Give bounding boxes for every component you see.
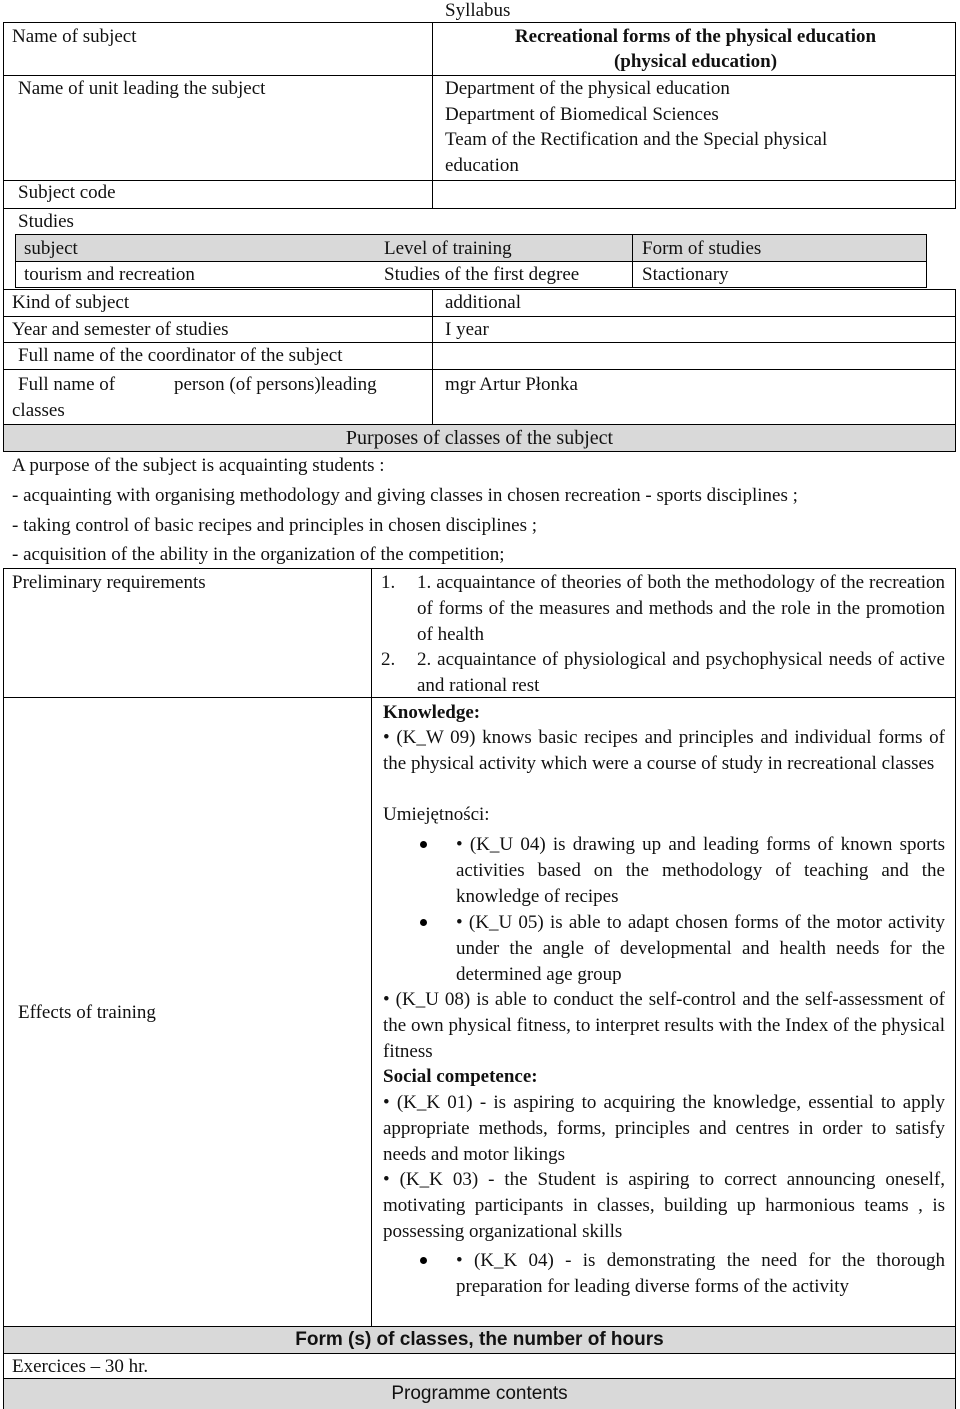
kind-label: Kind of subject <box>12 292 130 313</box>
preliminary-item: 2. acquaintance of physiological and psychophysical needs of active and rational rest <box>417 649 945 696</box>
table-border <box>955 424 956 452</box>
preliminary-item: 1. acquaintance of theories of both the methodology of the recreation of forms of the measures and methods and the role in the promotion of health <box>417 572 945 645</box>
year-label: Year and semester of studies <box>12 319 229 340</box>
social-item: • (K_K 03) - the Student is aspiring to correct announcing oneself, motivating participants in classes, building up harmonious teams , is possessing organizational skills <box>383 1169 945 1242</box>
unit-line: Team of the Rectification and the Special physical <box>445 129 828 150</box>
table-border <box>3 1378 956 1379</box>
table-border <box>3 180 956 181</box>
skills-heading: Umiejętności: <box>383 804 490 825</box>
table-border <box>432 289 433 424</box>
year-value: I year <box>445 319 489 340</box>
leading-label: Full name of <box>18 374 116 395</box>
purposes-item: - acquainting with organising methodology and giving classes in chosen recreation - sports disciplines ; <box>12 485 798 506</box>
name-of-subject-value: Recreational forms of the physical education <box>514 26 877 47</box>
table-border <box>3 22 956 23</box>
purposes-header: Purposes of classes of the subject <box>345 427 614 449</box>
studies-subject-value: tourism and recreation <box>24 264 195 285</box>
social-heading: Social competence: <box>383 1066 538 1087</box>
name-of-subject-label: Name of subject <box>12 26 137 47</box>
unit-line: Department of Biomedical Sciences <box>445 104 719 125</box>
table-border <box>3 568 956 569</box>
knowledge-heading: Knowledge: <box>383 702 481 723</box>
studies-col-subject: subject <box>24 238 78 259</box>
table-border <box>955 568 956 1326</box>
skill-item: • (K_U 04) is drawing up and leading forms of known sports activities based on the methodology of teaching and the knowledge of recipes <box>456 834 945 907</box>
table-border <box>926 234 927 288</box>
table-border <box>3 424 956 425</box>
table-border <box>15 234 16 288</box>
table-border <box>3 369 956 370</box>
preliminary-num: 1. <box>381 572 396 593</box>
table-border <box>3 22 4 290</box>
preliminary-num: 2. <box>381 649 396 670</box>
table-border <box>3 451 956 452</box>
preliminary-label: Preliminary requirements <box>12 572 206 593</box>
forms-header: Form (s) of classes, the number of hours <box>295 1329 664 1350</box>
table-border <box>371 568 372 1326</box>
bullet-icon <box>420 919 427 926</box>
studies-level-value: Studies of the first degree <box>384 264 580 285</box>
unit-line: Department of the physical education <box>445 78 730 99</box>
studies-label: Studies <box>18 211 74 232</box>
leading-label-3: classes <box>12 400 65 421</box>
studies-col-level: Level of training <box>384 238 512 259</box>
social-item: • (K_K 01) - is aspiring to acquiring the knowledge, essential to apply appropriate methods, forms, principles and centres in order to satisfy needs and motor likings <box>383 1092 945 1165</box>
table-border <box>15 287 927 288</box>
purposes-item: - taking control of basic recipes and principles in chosen disciplines ; <box>12 515 537 536</box>
bullet-icon <box>420 1257 427 1264</box>
bullet-icon <box>420 841 427 848</box>
purposes-item: - acquisition of the ability in the organization of the competition; <box>12 544 505 565</box>
table-border <box>3 289 4 424</box>
effects-label: Effects of training <box>18 1002 156 1023</box>
coordinator-label: Full name of the coordinator of the subject <box>18 345 343 366</box>
subject-code-label: Subject code <box>18 182 116 203</box>
studies-col-form: Form of studies <box>642 238 762 259</box>
table-border <box>955 1326 956 1378</box>
purposes-intro: A purpose of the subject is acquainting students : <box>12 455 385 476</box>
table-border <box>15 234 927 235</box>
unit-line: education <box>445 155 519 176</box>
social-bullet: • (K_K 04) - is demonstrating the need for the thorough preparation for leading diverse forms of the activity <box>456 1250 945 1297</box>
table-border <box>3 208 956 209</box>
table-border <box>3 568 4 1326</box>
leading-value: mgr Artur Płonka <box>445 374 578 395</box>
table-border <box>632 234 633 288</box>
leading-label-2: person (of persons)leading <box>174 374 377 395</box>
studies-form-value: Stactionary <box>642 264 729 285</box>
name-of-subject-value-2: (physical education) <box>613 51 778 72</box>
document-title: Syllabus <box>445 0 511 21</box>
knowledge-text: • (K_W 09) knows basic recipes and principles and individual forms of the physical activity which were a course of study in recreational classes <box>383 727 945 774</box>
skill-extra: • (K_U 08) is able to conduct the self-control and the self-assessment of the own physical fitness, to interpret results with the Index of the physical fitness <box>383 989 945 1062</box>
kind-value: additional <box>445 292 521 313</box>
table-border <box>955 1378 956 1409</box>
forms-value: Exercices – 30 hr. <box>12 1356 149 1377</box>
skill-item: • (K_U 05) is able to adapt chosen forms of the motor activity under the angle of developmental and health needs for the determined age group <box>456 912 945 985</box>
table-border <box>955 289 956 424</box>
unit-label: Name of unit leading the subject <box>18 78 266 99</box>
programme-header: Programme contents <box>391 1383 568 1404</box>
